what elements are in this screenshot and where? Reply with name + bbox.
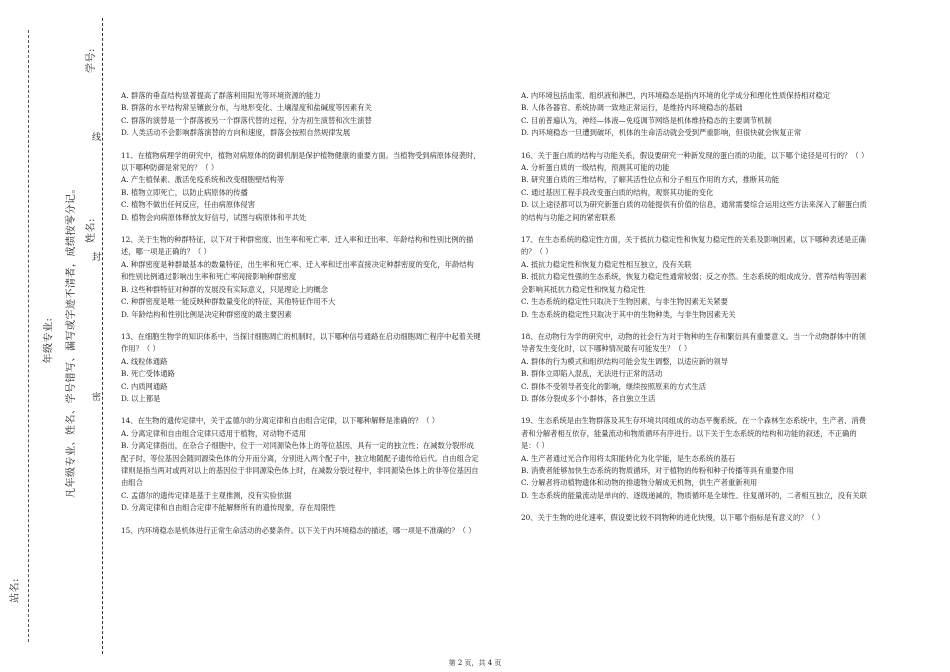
question-stem: 15、内环境稳态是机体进行正常生命活动的必要条件。以下关于内环境稳态的描述，哪一项是不准确的？（ ）: [121, 525, 476, 535]
question-18: [521, 331, 869, 405]
question-stem: 19、生态系统是由生物群落及其生存环境共同组成的动态平衡系统。在一个森林生态系统中，生产者、消费者和分解者相互依存，能量流动和物质循环有序进行。以下关于生态系统的结构和功能的叙述，不正确的是：（ ）: [521, 416, 866, 451]
page-number: 第 2 页，共 4 页: [448, 659, 502, 667]
question-19: [521, 415, 869, 502]
option: C. 生态系统的稳定性只取决于生物因素，与非生物因素无关紧要: [521, 297, 728, 307]
grade-major-label: 年级专业:: [43, 317, 55, 363]
option: A. 抵抗力稳定性和恢复力稳定性相互独立，没有关联: [521, 259, 692, 269]
option: C. 植物不做出任何反应，任由病原体侵害: [121, 200, 256, 210]
option: A. 产生植保素、激活免疫系统和改变细胞壁结构等: [121, 175, 285, 185]
question-20: [521, 512, 869, 524]
option: D. 内环境稳态一旦遭到破坏，机体的生命活动就会受到严重影响，但很快就会恢复正常: [521, 128, 802, 138]
question-14: [121, 415, 481, 514]
cut-char-mi: 密: [92, 393, 102, 403]
option: B. 抵抗力稳定性强的生态系统，恢复力稳定性通常较弱；反之亦然。生态系统的组成成分、营养结构等因素会影响其抵抗力稳定性和恢复力稳定性: [521, 272, 867, 294]
question-stem: 11、在植物病理学的研究中，植物对病原体的防御机制是保护植物健康的重要方面。当植物受到病原体侵袭时，以下哪种防御是常见的？（ ）: [121, 150, 481, 173]
option: D. 植物会向病原体释放友好信号，试图与病原体和平共处: [121, 212, 307, 222]
option: C. 种群密度是唯一能反映种群数量变化的特征，其他特征作用不大: [121, 297, 336, 307]
option: A. 生产者通过光合作用将太阳能转化为化学能，是生态系统的基石: [521, 453, 736, 463]
school-label: 站名:: [9, 577, 21, 603]
option: B. 研究蛋白质的三维结构，了解其活性位点和分子相互作用的方式，推断其功能: [521, 175, 780, 185]
option: B. 消费者能够加快生态系统的物质循环，对于植物的传粉和种子传播等具有重要作用: [521, 465, 794, 475]
question-15: [121, 525, 481, 537]
option: C. 孟德尔的遗传定律是基于主观推测，没有实验依据: [121, 490, 292, 500]
question-stem: 14、在生物的遗传定律中，关于孟德尔的分离定律和自由组合定律，以下哪种解释是准确的？（ ）: [121, 416, 440, 426]
question-13: [121, 331, 481, 405]
option: D. 人类活动不会影响群落演替的方向和速度，群落会按照自然规律发展: [121, 128, 351, 138]
cut-line-outer: [28, 30, 29, 642]
option: C. 目前普遍认为，神经—体液—免疫调节网络是机体维持稳态的主要调节机制: [521, 115, 772, 125]
option: D. 分离定律和自由组合定律不能解释所有的遗传现象，存在局限性: [121, 503, 336, 513]
option: A. 内环境包括血浆、组织液和淋巴，内环境稳态是指内环境的化学成分和理化性质保持相对稳定: [521, 91, 831, 100]
question-stem: 17、在生态系统的稳定性方面，关于抵抗力稳定性和恢复力稳定性的关系及影响因素，以下哪种表述是正确的？（ ）: [521, 235, 866, 257]
question-17: [521, 234, 869, 321]
question-16: [521, 150, 869, 224]
question-stem: 18、在动物行为学的研究中，动物的社会行为对于物种的生存和繁衍具有重要意义。当一个动物群体中的领导者发生变化时，以下哪种情况最有可能发生？（ ）: [521, 331, 866, 354]
question-11: [121, 150, 481, 224]
question-stem: 12、关于生物的种群特征，以下对于种群密度、出生率和死亡率、迁入率和迁出率、年龄结构和性别比例的描述，哪一项是正确的？（ ）: [121, 235, 474, 257]
option: D. 生态系统的稳定性只取决于其中的生物种类，与非生物因素无关: [521, 309, 736, 319]
cut-char-xian: 线: [92, 133, 102, 143]
cut-line-inner: [102, 18, 103, 654]
option: D. 以上都是: [121, 393, 161, 403]
option: A. 分析蛋白质的一级结构，预测其可能的功能: [521, 163, 670, 173]
question-stem: 16、关于蛋白质的结构与功能关系，假设要研究一种新发现的蛋白质的功能，以下哪个途径是可行的？（ ）: [521, 150, 869, 160]
option: C. 群体不受领导者变化的影响，继续按照原来的方式生活: [521, 381, 707, 391]
option: A. 群体的行为模式和组织结构可能会发生调整，以适应新的领导: [521, 356, 728, 366]
question-15-options: [521, 90, 869, 140]
seal-notice: 凡年级专业、姓名、学号错写、漏写或字迹不清者，成绩按零分记。: [65, 182, 77, 498]
cut-char-feng: 封: [92, 253, 102, 263]
option: B. 这些种群特征对种群的发展没有实际意义，只是理论上的概念: [121, 284, 329, 294]
option: A. 群落的垂直结构显著提高了群落利用阳光等环境资源的能力: [121, 91, 321, 100]
grade-major-col: [40, 20, 54, 660]
option: A. 种群密度是种群最基本的数量特征，出生率和死亡率、迁入率和迁出率直接决定种群密度的变化，年龄结构和性别比例通过影响出生率和死亡率间接影响种群密度: [121, 259, 474, 282]
school-label-col: [6, 20, 20, 660]
option: C. 内质网通路: [121, 381, 168, 391]
option: B. 群体立即陷入混乱，无法进行正常的活动: [521, 369, 663, 379]
option: C. 群落的演替是一个群落被另一个群落代替的过程，分为初生演替和次生演替: [121, 115, 372, 125]
name-label: 姓名:: [85, 217, 97, 243]
option: A. 分离定律和自由组合定律只适用于植物，对动物不适用: [121, 428, 307, 438]
option: D. 群体分裂成多个小群体，各自独立生活: [521, 393, 656, 403]
question-stem: 13、在细胞生物学的知识体系中，当探讨细胞凋亡的机制时，以下哪种信号通路在启动细胞凋亡程序中起着关键作用？（ ）: [121, 331, 481, 354]
question-stem: 20、关于生物的进化速率，假设要比较不同物种的进化快慢，以下哪个指标是有意义的？（ ）: [521, 513, 825, 523]
option: A. 线粒体通路: [121, 356, 168, 366]
option: D. 年龄结构和性别比例是决定种群密度的最主要因素: [121, 309, 292, 319]
student-id-label: 学号:: [85, 47, 97, 73]
question-12: [121, 234, 481, 321]
option: B. 植物立即死亡，以防止病原体的传播: [121, 187, 248, 197]
question-10-options: [121, 90, 481, 140]
option: C. 分解者将动植物遗体和动物的排遗物分解成无机物，供生产者重新利用: [521, 478, 758, 488]
binding-margin: [0, 0, 112, 672]
option: D. 以上途径都可以为研究新蛋白质的功能提供有价值的信息，通常需要综合运用这些方法来深入了解蛋白质的结构与功能之间的紧密联系: [521, 200, 867, 222]
seal-notice-col: [62, 20, 76, 660]
option: B. 群落的水平结构常呈镶嵌分布，与地形变化、土壤湿度和盐碱度等因素有关: [121, 103, 372, 113]
left-column: [121, 90, 481, 547]
option: B. 分离定律指出，在杂合子细胞中，位于一对同源染色体上的等位基因，具有一定的独立性；在减数分裂形成配子时，等位基因会随同源染色体的分开而分离，分别进入两个配子中，独立地随配子遗传给后代。自由组合定律则是指当两对或两对以上的基因位于非同源染色体上时，在减数分裂过程中，非同源染色体上的非等位基因自由组合: [121, 441, 479, 488]
student-id-col: [82, 20, 96, 660]
option: B. 死亡受体通路: [121, 369, 175, 379]
option: B. 人体各器官、系统协调一致地正常运行，是维持内环境稳态的基础: [521, 103, 743, 113]
option: C. 通过基因工程手段改变蛋白质的结构，观察其功能的变化: [521, 187, 714, 197]
option: D. 生态系统的能量流动是单向的、逐级递减的，物质循环是全球性、往复循环的，二者相互独立，没有关联: [521, 490, 867, 500]
right-column: [521, 90, 869, 535]
